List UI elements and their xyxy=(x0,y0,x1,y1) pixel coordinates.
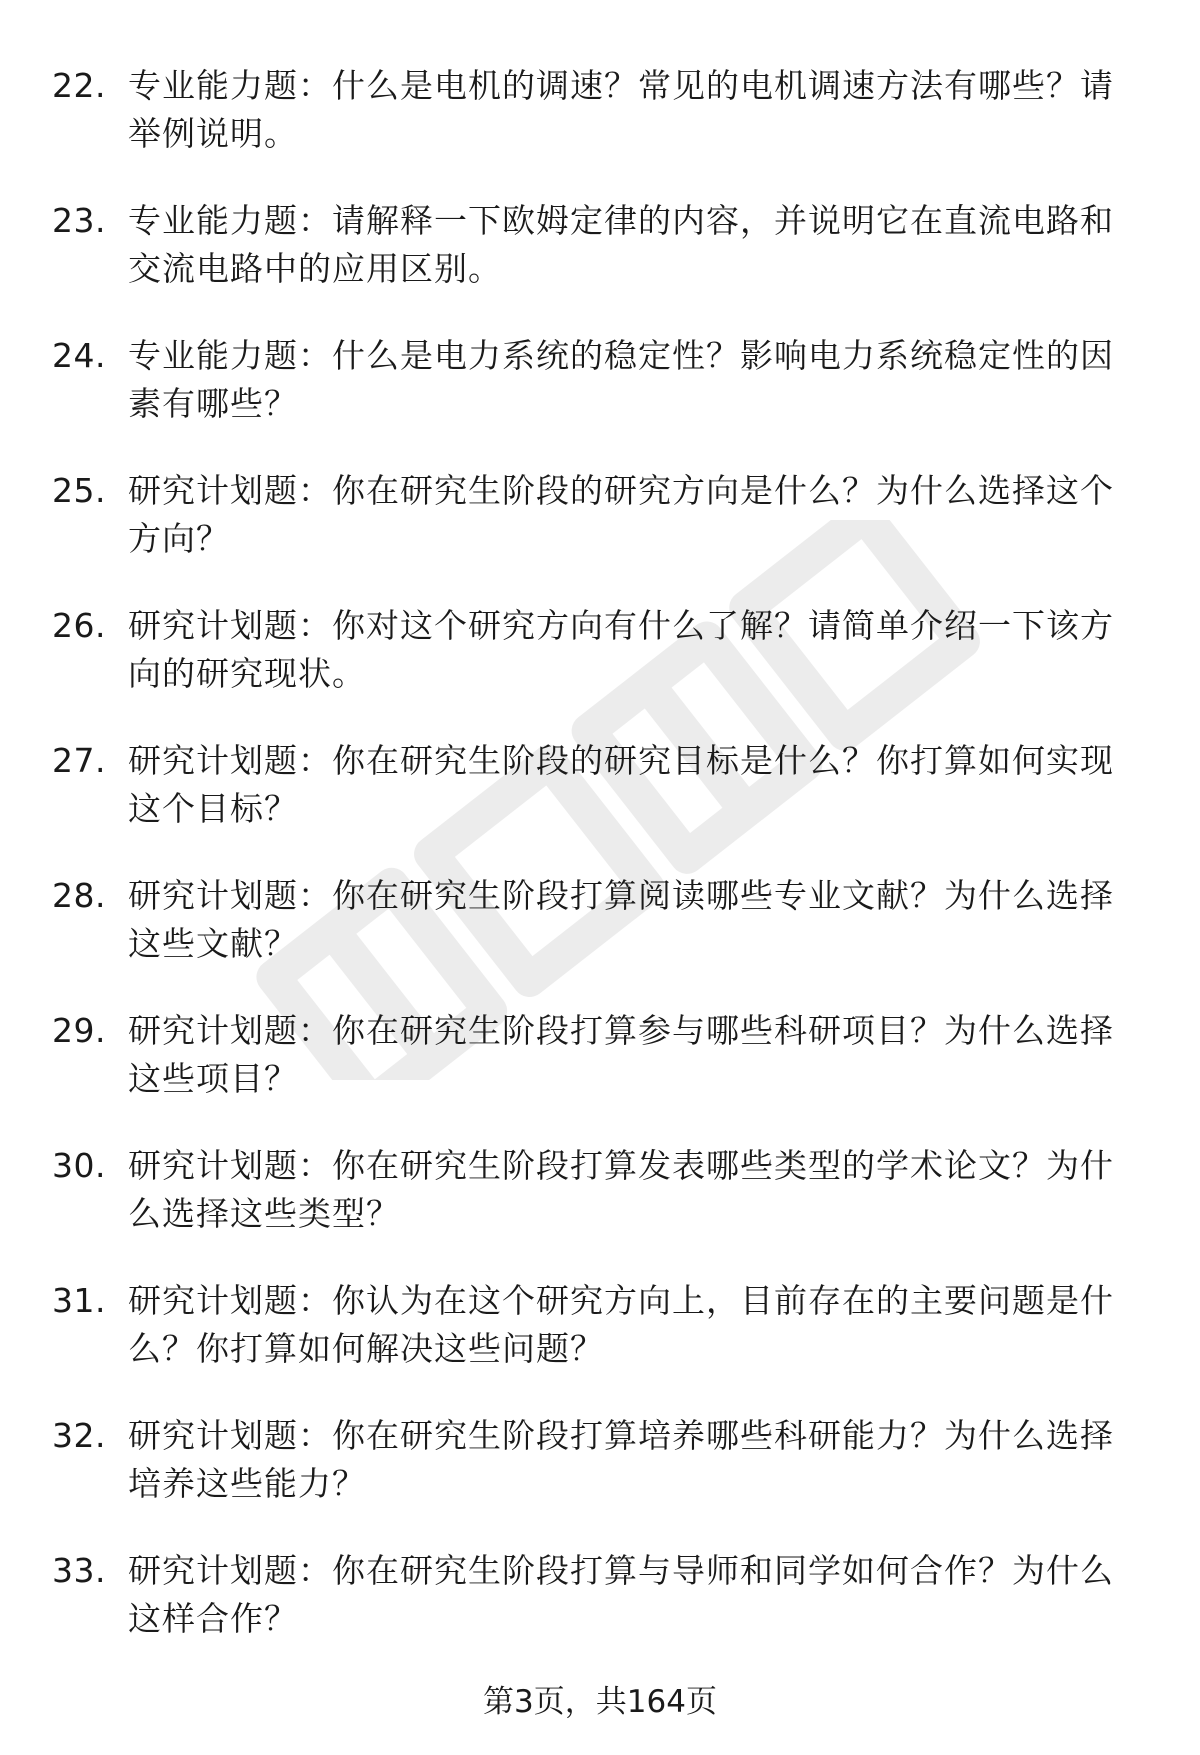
question-text: 研究计划题：你对这个研究方向有什么了解？请简单介绍一下该方向的研究现状。 xyxy=(128,606,1114,693)
question-number: 25. xyxy=(52,471,106,510)
question-number: 30. xyxy=(52,1146,106,1185)
question-number: 31. xyxy=(52,1281,106,1320)
question-item xyxy=(52,332,1142,428)
question-text: 研究计划题：你在研究生阶段打算阅读哪些专业文献？为什么选择这些文献？ xyxy=(128,876,1114,963)
question-item xyxy=(52,737,1142,833)
question-list xyxy=(52,62,1142,1682)
question-item xyxy=(52,1412,1142,1508)
question-text: 专业能力题：请解释一下欧姆定律的内容，并说明它在直流电路和交流电路中的应用区别。 xyxy=(128,201,1114,288)
question-text: 研究计划题：你在研究生阶段的研究目标是什么？你打算如何实现这个目标？ xyxy=(128,741,1114,828)
question-text: 研究计划题：你在研究生阶段打算培养哪些科研能力？为什么选择培养这些能力？ xyxy=(128,1416,1114,1503)
question-text: 研究计划题：你在研究生阶段打算与导师和同学如何合作？为什么这样合作？ xyxy=(128,1551,1114,1638)
question-item xyxy=(52,602,1142,698)
question-item xyxy=(52,1007,1142,1103)
question-item xyxy=(52,1547,1142,1643)
question-number: 22. xyxy=(52,66,106,105)
question-number: 29. xyxy=(52,1011,106,1050)
question-text: 研究计划题：你在研究生阶段打算发表哪些类型的学术论文？为什么选择这些类型？ xyxy=(128,1146,1114,1233)
question-text: 研究计划题：你在研究生阶段的研究方向是什么？为什么选择这个方向？ xyxy=(128,471,1114,558)
question-number: 28. xyxy=(52,876,106,915)
question-number: 32. xyxy=(52,1416,106,1455)
question-number: 23. xyxy=(52,201,106,240)
question-text: 专业能力题：什么是电力系统的稳定性？影响电力系统稳定性的因素有哪些？ xyxy=(128,336,1114,423)
question-number: 27. xyxy=(52,741,106,780)
question-item xyxy=(52,1142,1142,1238)
question-item xyxy=(52,467,1142,563)
question-number: 26. xyxy=(52,606,106,645)
question-item xyxy=(52,62,1142,158)
question-number: 24. xyxy=(52,336,106,375)
question-item xyxy=(52,872,1142,968)
question-item xyxy=(52,1277,1142,1373)
question-item xyxy=(52,197,1142,293)
page-indicator: 第3页，共164页 xyxy=(483,1684,717,1720)
question-text: 研究计划题：你在研究生阶段打算参与哪些科研项目？为什么选择这些项目？ xyxy=(128,1011,1114,1098)
question-text: 专业能力题：什么是电机的调速？常见的电机调速方法有哪些？请举例说明。 xyxy=(128,66,1114,153)
question-number: 33. xyxy=(52,1551,106,1590)
question-text: 研究计划题：你认为在这个研究方向上，目前存在的主要问题是什么？你打算如何解决这些问题？ xyxy=(128,1281,1114,1368)
